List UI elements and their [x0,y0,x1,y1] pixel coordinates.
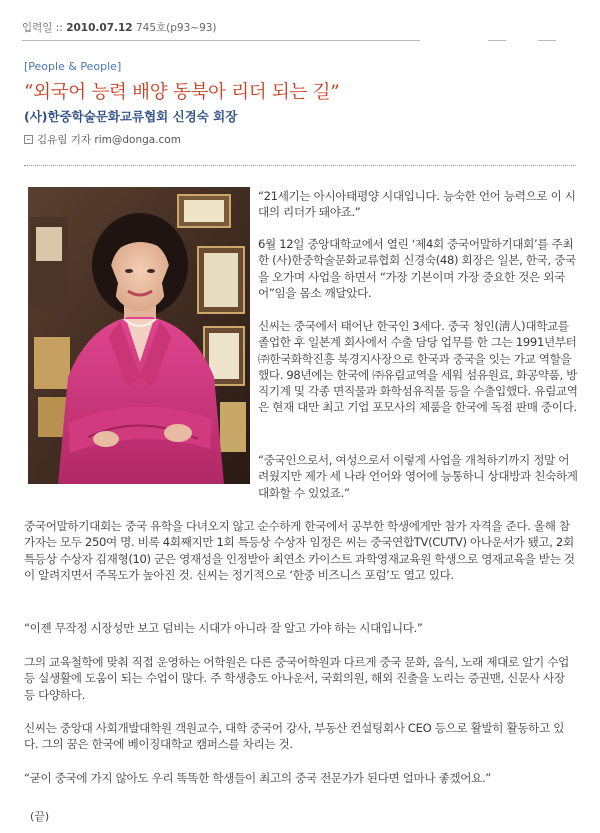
paragraph-contest: 중국어말하기대회는 중국 유학을 다녀오지 않고 순수하게 한국에서 공부한 학생에게만 참가 자격을 준다. 올해 참가자는 모두 250여 명. 비록 4회째지만 1회 특등상 수상자 임정은 씨는 중국연합TV(CUTV) 아나운서가 됐고, 2회 특등상 수상자 김재형(10) 군은 영재성을 인정받아 최연소 카이스트 과학영재교육원 학생으로 영재교육을 받는 것이 알려지면서 주목도가 높아진 것. 신씨는 정기적으로 ‘한중 비즈니스 포럼’도 열고 있다. [24,519,575,582]
paragraph-event: 6월 12일 중앙대학교에서 열린 ‘제4회 중국어말하기대회’를 주최한 (사)한중학술문화교류협회 신경숙(48) 회장은 일본, 한국, 중국을 오가며 사업을 하면서 “가장 기본이며 가장 중요한 것은 외국어”임을 몸소 깨달았다. [258,237,576,300]
paragraph-academy: 그의 교육철학에 맞춰 직접 운영하는 어학원은 다른 중국어학원과 다르게 중국 문화, 음식, 노래 제대로 알기 수업 등 실생활에 도움이 되는 수업이 많다. 주 학생층도 아나운서, 국회의원, 해외 진출을 노리는 증권맨, 신문사 사장 등 다양하다. [24,655,569,702]
dotted-divider [24,165,576,166]
article-subhead: (사)한중학술문화교류협회 신경숙 회장 [24,109,238,124]
article-meta-bar [0,0,600,42]
paragraph-quote-market: “이젠 무작정 시장성만 보고 덤비는 시대가 아니라 잘 알고 가야 하는 시대입니다.” [24,621,423,635]
expand-icon[interactable] [24,135,33,144]
section-label: [People & People] [24,60,122,73]
publish-label: 입력일 :: [22,22,63,34]
portrait-photo [28,187,250,484]
paragraph-quote-intro: “21세기는 아시아태평양 시대입니다. 능숙한 언어 능력으로 이 시대의 리더가 돼야죠.” [258,189,576,220]
meta-divider [22,40,420,41]
paragraph-career: 신씨는 중앙대 사회개발대학원 객원교수, 대학 중국어 강사, 부동산 컨설팅회사 CEO 등으로 활발히 활동하고 있다. 그의 꿈은 한국에 베이징대학교 캠퍼스를 차리는 것. [24,721,565,752]
byline-text: 김유림 기자 rim@donga.com [37,134,181,146]
byline [24,132,181,147]
paragraph-quote-closing: “굳이 중국에 가지 않아도 우리 똑똑한 학생들이 최고의 중국 전문가가 된다면 얼마나 좋겠어요.” [24,771,491,785]
article-headline: “외국어 능력 배양 동북아 리더 되는 길” [24,82,340,103]
publish-date: 2010.07.12 [66,22,133,34]
meta-divider-short [488,40,506,41]
publish-info [22,20,217,35]
issue-number: 745호(p93~93) [135,22,217,34]
end-mark: (끝) [30,810,50,823]
meta-divider-short [538,40,556,41]
paragraph-background: 신씨는 중국에서 태어난 한국인 3세다. 중국 청인(淸人)대학교를 졸업한 후 일본계 회사에서 수출 담당 업무를 한 그는 1991년부터 ㈜한국화학진흥 북경지사장으로 한국과 중국을 잇는 가교 역할을 했다. 98년에는 한국에 ㈜유림교역을 세워 섬유원료, 화공약품, 방직기계 및 각종 면직물과 화학섬유직물 등을 수출입했다. 유림교역은 현재 대만 최고 기업 포모사의 제품을 한국에 독점 판매 중이다. [258,319,578,415]
paragraph-quote-business: “중국인으로서, 여성으로서 이렇게 사업을 개척하기까지 정말 어려웠지만 제가 세 나라 언어와 영어에 능통하니 상대방과 친숙하게 대화할 수 있었죠.” [258,453,578,500]
